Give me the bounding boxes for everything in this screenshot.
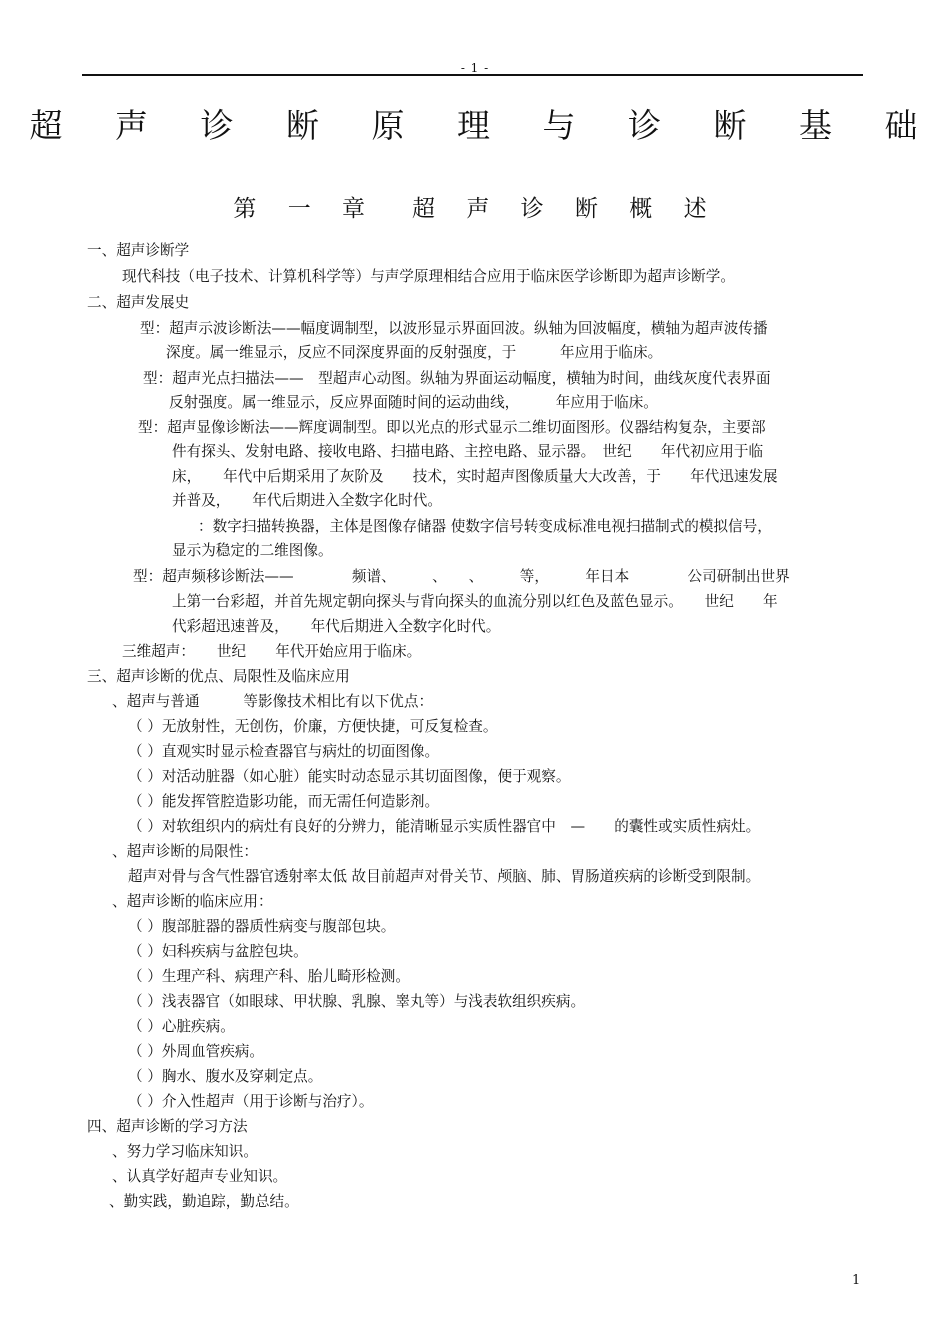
document-title: 超 声 诊 断 原 理 与 诊 断 基 础 [29, 106, 939, 145]
list-item: （ ）妇科疾病与盆腔包块。 [128, 943, 308, 960]
paragraph-line: 并普及， 年代后期进入全数字化时代。 [172, 492, 442, 509]
list-item: 、努力学习临床知识。 [112, 1143, 258, 1160]
paragraph-line: 反射强度。属一维显示，反应界面随时间的运动曲线， 年应用于临床。 [169, 394, 658, 411]
header-rule [82, 74, 863, 76]
list-item: 、勤实践，勤追踪，勤总结。 [109, 1193, 299, 1210]
subsection-heading: 、超声诊断的临床应用： [112, 893, 273, 910]
paragraph-line: 上第一台彩超，并首先规定朝向探头与背向探头的血流分别以红色及蓝色显示。 世纪 年 [172, 593, 778, 610]
list-item: （ ）直观实时显示检查器官与病灶的切面图像。 [128, 743, 440, 760]
section-heading: 一、超声诊断学 [87, 242, 190, 259]
paragraph-line: ：数字扫描转换器，主体是图像存储器 使数字信号转变成标准电视扫描制式的模拟信号， [198, 518, 772, 535]
paragraph-line: 现代科技（电子技术、计算机科学等）与声学原理相结合应用于临床医学诊断即为超声诊断学。 [122, 268, 735, 285]
paragraph-line: 显示为稳定的二维图像。 [172, 542, 333, 559]
list-item: （ ）对软组织内的病灶有良好的分辨力，能清晰显示实质性器官中 — 的囊性或实质性病灶。 [128, 818, 761, 835]
list-item: （ ）介入性超声（用于诊断与治疗）。 [128, 1093, 374, 1110]
chapter-heading: 第 一 章 超 声 诊 断 概 述 [233, 196, 719, 222]
list-item: （ ）胸水、腹水及穿刺定点。 [128, 1068, 323, 1085]
section-heading: 三、超声诊断的优点、局限性及临床应用 [87, 668, 350, 685]
section-heading: 四、超声诊断的学习方法 [87, 1118, 248, 1135]
paragraph-line: 型：超声示波诊断法——幅度调制型，以波形显示界面回波。纵轴为回波幅度，横轴为超声波传播 [140, 320, 768, 337]
paragraph-line: 深度。属一维显示，反应不同深度界面的反射强度，于 年应用于临床。 [166, 344, 663, 361]
list-item: 、认真学好超声专业知识。 [112, 1168, 288, 1185]
paragraph-line: 型：超声频移诊断法—— 频谱、 、 、 等， 年日本 公司研制出世界 [133, 568, 790, 585]
list-item: （ ）对活动脏器（如心脏）能实时动态显示其切面图像，便于观察。 [128, 768, 571, 785]
page-number: 1 [852, 1273, 861, 1288]
paragraph-line: 代彩超迅速普及， 年代后期进入全数字化时代。 [172, 618, 501, 635]
paragraph-line: 型：超声显像诊断法——辉度调制型。即以光点的形式显示二维切面图形。仪器结构复杂，主要部 [138, 419, 766, 436]
paragraph-line: 床， 年代中后期采用了灰阶及 技术，实时超声图像质量大大改善，于 年代迅速发展 [172, 468, 778, 485]
list-item: （ ）心脏疾病。 [128, 1018, 235, 1035]
subsection-heading: 、超声诊断的局限性： [112, 843, 258, 860]
list-item: （ ）外周血管疾病。 [128, 1043, 264, 1060]
paragraph-line: 件有探头、发射电路、接收电路、扫描电路、主控电路、显示器。 世纪 年代初应用于临 [172, 443, 764, 460]
list-item: （ ）腹部脏器的器质性病变与腹部包块。 [128, 918, 396, 935]
paragraph-line: 型：超声光点扫描法—— 型超声心动图。纵轴为界面运动幅度，横轴为时间，曲线灰度代表界面 [143, 370, 771, 387]
paragraph-line: 超声对骨与含气性器官透射率太低 故目前超声对骨关节、颅脑、肺、胃肠道疾病的诊断受到限制。 [128, 868, 761, 885]
subsection-heading: 、超声与普通 等影像技术相比有以下优点： [112, 693, 434, 710]
list-item: （ ）浅表器官（如眼球、甲状腺、乳腺、睾丸等）与浅表软组织疾病。 [128, 993, 586, 1010]
list-item: （ ）无放射性，无创伤，价廉，方便快捷，可反复检查。 [128, 718, 498, 735]
paragraph-line: 三维超声： 世纪 年代开始应用于临床。 [122, 643, 422, 660]
page-header-marker: - 1 - [460, 61, 490, 75]
list-item: （ ）生理产科、病理产科、胎儿畸形检测。 [128, 968, 410, 985]
list-item: （ ）能发挥管腔造影功能，而无需任何造影剂。 [128, 793, 440, 810]
section-heading: 二、超声发展史 [87, 294, 190, 311]
